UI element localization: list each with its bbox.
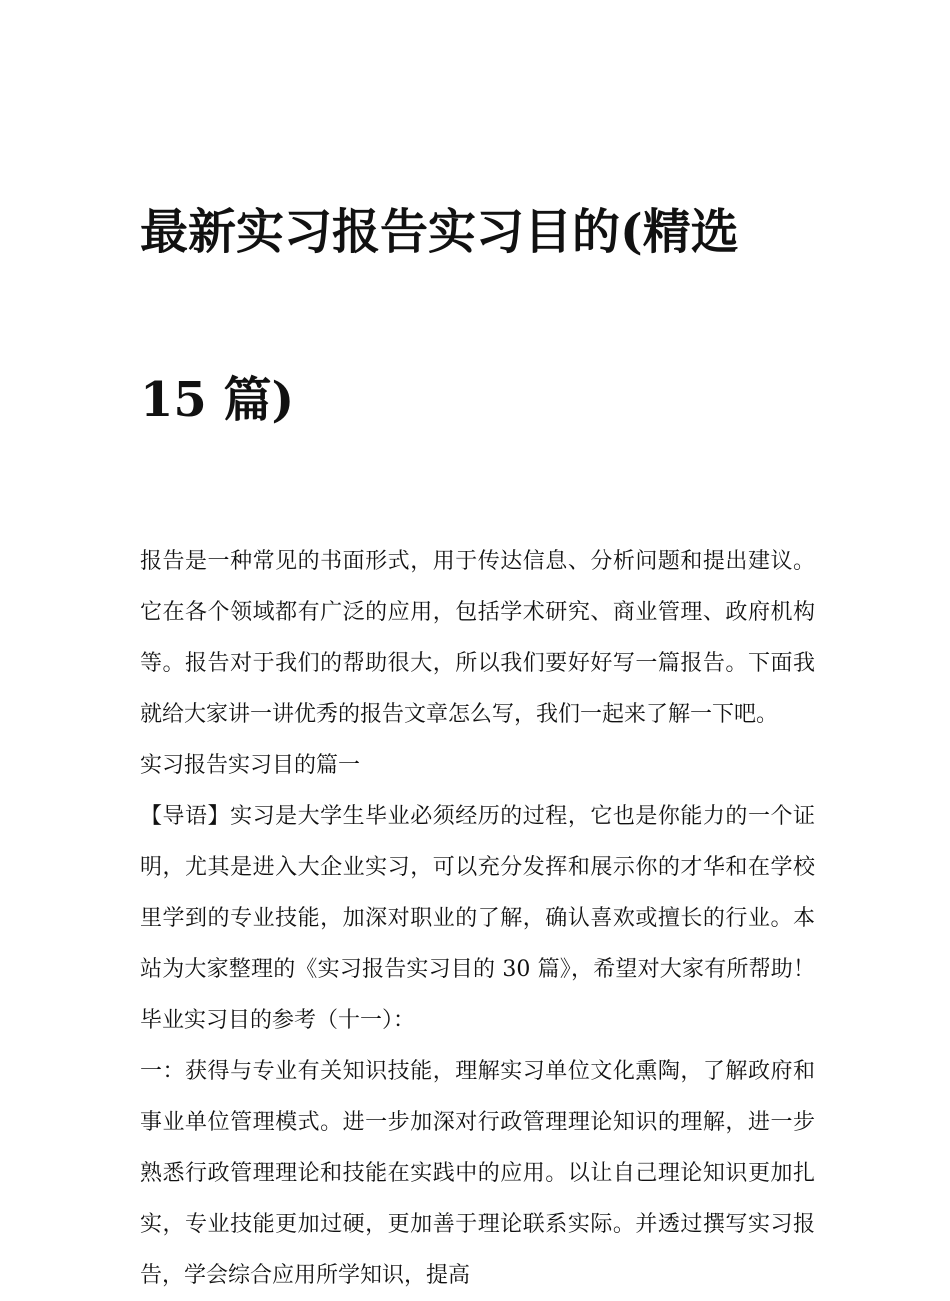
document-page: [140, 106, 815, 1301]
section-heading: 实习报告实习目的篇一: [140, 753, 361, 778]
document-title: [140, 106, 815, 526]
preface-paragraph: 【导语】实习是大学生毕业必须经历的过程，它也是你能力的一个证明，尤其是进入大企业实习，可以充分发挥和展示你的才华和在学校里学到的专业技能，加深对职业的了解，确认喜欢或擅长的行业。本站为大家整理的《实习报告实习目的 30 篇》，希望对大家有所帮助！毕业实习目的参考（十一）：: [140, 804, 815, 1033]
body-paragraph: 一：获得与专业有关知识技能，理解实习单位文化熏陶，了解政府和事业单位管理模式。进一步加深对行政管理理论知识的理解，进一步熟悉行政管理理论和技能在实践中的应用。以让自己理论知识更加扎实，专业技能更加过硬，更加善于理论联系实际。并透过撰写实习报告，学会综合应用所学知识，提高: [140, 1059, 815, 1288]
intro-paragraph: 报告是一种常见的书面形式，用于传达信息、分析问题和提出建议。它在各个领域都有广泛的应用，包括学术研究、商业管理、政府机构等。报告对于我们的帮助很大，所以我们要好好写一篇报告。下面我就给大家讲一讲优秀的报告文章怎么写，我们一起来了解一下吧。: [140, 549, 815, 727]
title-line-2: 15 篇): [140, 372, 295, 428]
document-body: [140, 536, 815, 1301]
title-line-1: 最新实习报告实习目的(精选: [140, 204, 739, 260]
